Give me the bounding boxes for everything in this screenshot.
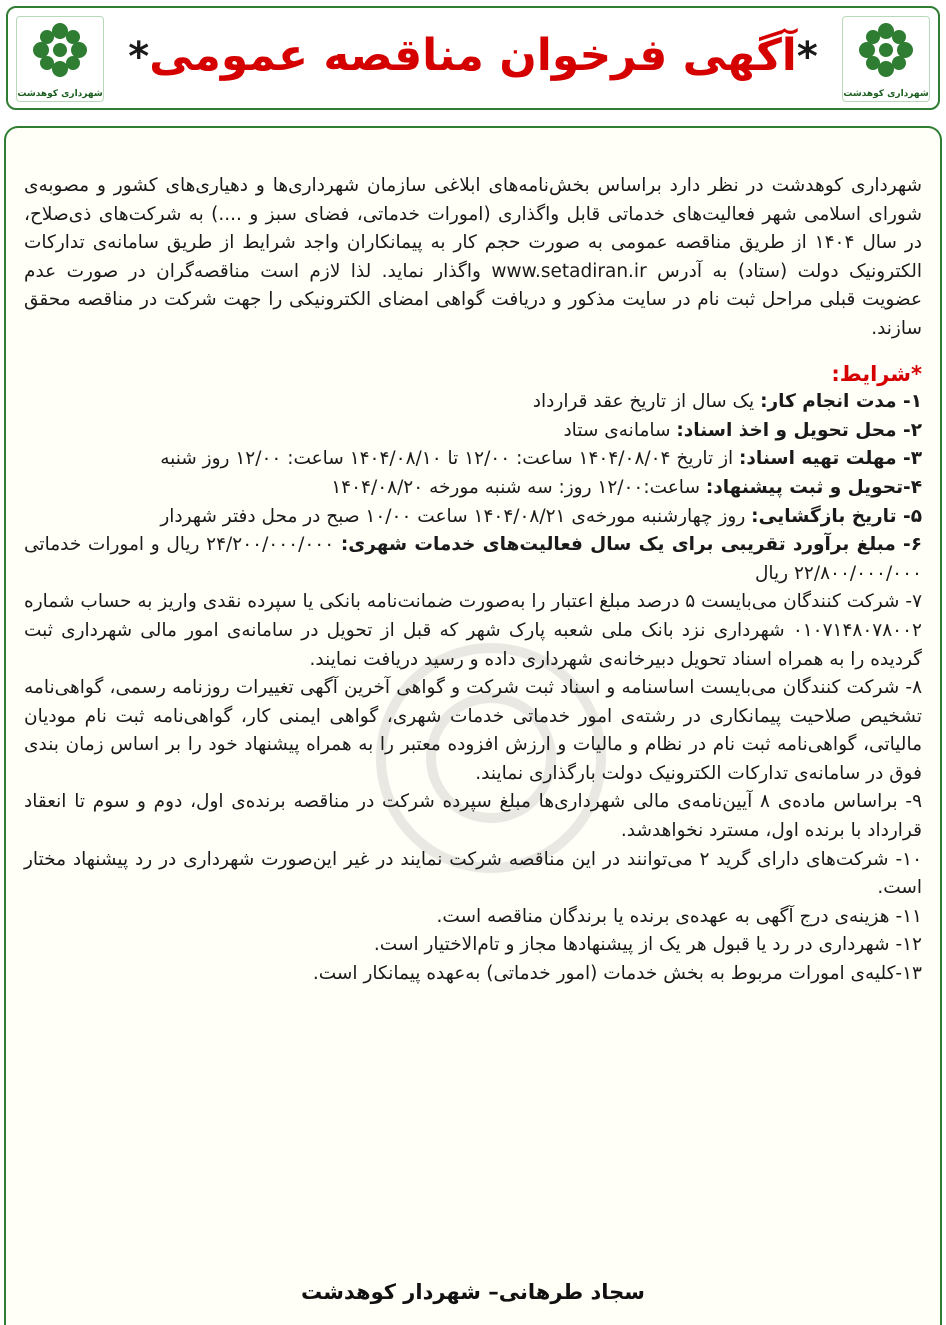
condition-item (24, 417, 922, 446)
condition-text: ۹- براساس ماده‌ی ۸ آیین‌نامه‌ی مالی شهرداری‌ها مبلغ سپرده شرکت در مناقصه برنده‌ی اول، دوم و سوم تا انعقاد قرارداد با برنده اول، مسترد نخواهدشد. (24, 791, 922, 842)
condition-label: ۴-تحویل و ثبت پیشنهاد: (705, 476, 922, 498)
municipality-logo-right (842, 16, 930, 102)
logo-caption: شهرداری کوهدشت (17, 89, 103, 99)
condition-text: ۷- شرکت کنندگان می‌بایست ۵ درصد مبلغ اعتبار را به‌صورت ضمانت‌نامه بانکی یا سپرده نقدی واریز به حساب شماره ۰۱۰۷۱۴۸۰۷۸۰۰۲ شهرداری نزد بانک ملی شعبه پارک شهر که قبل از تحویل در سامانه‌ی امور مالی شهرداری ثبت گردیده را به همراه اسناد تحویل دبیرخانه‌ی شهرداری داده و رسید دریافت نمایند. (24, 591, 922, 670)
title-star-icon: * (128, 34, 150, 80)
condition-item (24, 588, 922, 674)
condition-label: ۱- مدت انجام کار: (760, 391, 922, 413)
municipality-logo-left (16, 16, 104, 102)
condition-text: ساعت:۱۲/۰۰ روز: سه شنبه مورخه ۱۴۰۴/۰۸/۲۰ (331, 476, 706, 498)
condition-item (24, 846, 922, 903)
condition-label: ۲- محل تحویل و اخذ اسناد: (676, 419, 922, 441)
condition-text: ۱۳-کلیه‌ی امورات مربوط به بخش خدمات (امور خدماتی) به‌عهده پیمانکار است. (312, 963, 922, 985)
municipality-flower-logo-icon (857, 21, 915, 79)
condition-label: ۳- مهلت تهیه اسناد: (739, 448, 922, 470)
conditions-list (24, 388, 922, 988)
ad-content (24, 172, 922, 989)
condition-text: از تاریخ ۱۴۰۴/۰۸/۰۴ ساعت: ۱۲/۰۰ تا ۱۴۰۴/۰۸/۱۰ ساعت: ۱۲/۰۰ روز شنبه (160, 448, 740, 470)
condition-item (24, 960, 922, 989)
intro-paragraph (24, 172, 922, 344)
condition-item (24, 474, 922, 503)
condition-text: سامانه‌ی ستاد (563, 419, 677, 441)
conditions-heading: *شرایط: (831, 361, 922, 386)
municipality-flower-logo-icon (31, 21, 89, 79)
condition-text: روز چهارشنبه مورخه‌ی ۱۴۰۴/۰۸/۲۱ ساعت ۱۰/۰۰ صبح در محل دفتر شهردار (160, 505, 752, 527)
ad-title (118, 26, 828, 87)
condition-label: ۵- تاریخ بازگشایی: (751, 505, 922, 527)
condition-item (24, 445, 922, 474)
condition-item (24, 931, 922, 960)
title-text: آگهی فرخوان مناقصه عمومی (149, 30, 797, 81)
ad-body-frame (4, 126, 942, 1325)
condition-text: ۲۴/۲۰۰/۰۰۰/۰۰۰ ریال و امورات خدماتی ۲۲/۸۰۰/۰۰۰/۰۰۰ ریال (24, 534, 922, 584)
condition-label: ۶- مبلغ برآورد تقریبی برای یک سال فعالیت‌های خدمات شهری: (340, 534, 922, 556)
logo-caption: شهرداری کوهدشت (843, 89, 929, 99)
condition-text: ۱۰- شرکت‌های دارای گرید ۲ می‌توانند در این مناقصه شرکت نمایند در غیر این‌صورت شهرداری در رد پیشنهاد مختار است. (24, 848, 923, 899)
title-star-icon: * (796, 34, 818, 80)
condition-text: ۱۲- شهرداری در رد یا قبول هر یک از پیشنهادها مجاز و تام‌الاختیار است. (373, 934, 922, 956)
condition-item (24, 503, 922, 532)
intro-text: شهرداری کوهدشت در نظر دارد براساس بخش‌نامه‌های ابلاغی سازمان شهرداری‌ها و دهیاری‌های کشور و مصوبه‌ی شورای اسلامی شهر فعالیت‌های خدماتی قابل واگذاری (امورات خدماتی، فضای سبز و ....) به شرکت‌های ذی‌صلاح، در سال ۱۴۰۴ از طریق مناقصه عمومی به صورت حجم کار به پیمانکاران واجد شرایط از طریق سامانه‌ی تدارکات الکترونیک دولت (ستاد) به آدرس www.setadiran.ir واگذار نماید. لذا لازم است مناقصه‌گران در صورت عدم عضویت قبلی مراحل ثبت نام در سایت مذکور و دریافت گواهی امضای الکترونیکی را جهت شرکت در مناقصه محقق سازند. (24, 175, 922, 339)
condition-item (24, 531, 922, 588)
condition-item (24, 788, 922, 845)
condition-text: یک سال از تاریخ عقد قرارداد (532, 391, 761, 413)
condition-item (24, 903, 922, 932)
condition-text: ۱۱- هزینه‌ی درج آگهی به عهده‌ی برنده یا برندگان مناقصه است. (436, 905, 922, 927)
condition-text: ۸- شرکت کنندگان می‌بایست اساسنامه و اسناد ثبت شرکت و گواهی آخرین آگهی تغییرات روزنامه رسمی، گواهی‌نامه تشخیص صلاحیت پیمانکاری در رشته‌ی امور خدماتی خدمات شهری، گواهی ایمنی کار، گواهی‌نامه ثبت نام مودیان مالیاتی، گواهی‌نامه ثبت نام در نظام و مالیات و ارزش افزوده معتبر را به همراه پیشنهاد خود را بر اساس زمان بندی فوق در سامانه‌ی تدارکات الکترونیک دولت بارگذاری نمایند. (24, 677, 922, 784)
condition-item (24, 674, 922, 788)
signature: سجاد طرهانی– شهردار کوهدشت (301, 1280, 645, 1304)
ad-header (6, 6, 940, 110)
condition-item (24, 388, 922, 417)
